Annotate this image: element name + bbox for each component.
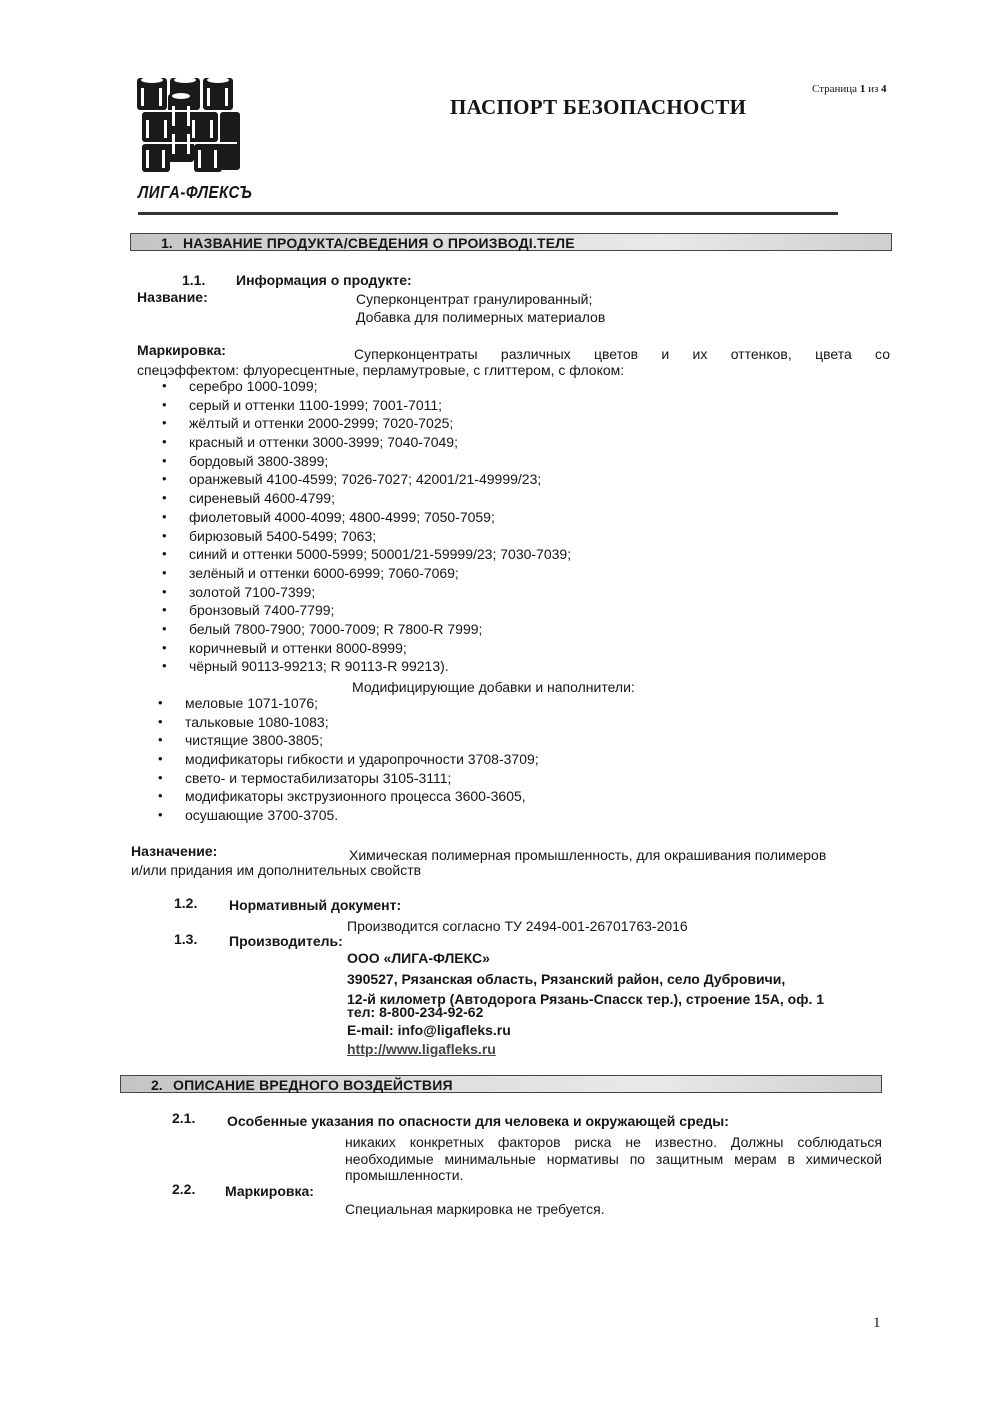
name-line-2: Добавка для полимерных материалов <box>356 309 606 325</box>
list-item: • меловые 1071-1076; <box>158 694 539 713</box>
list-item: • сиреневый 4600-4799; <box>162 489 571 508</box>
normative-document-text: Производится согласно ТУ 2494-001-26701763-2016 <box>347 918 688 934</box>
barrels-logo-icon <box>132 70 247 180</box>
list-item: • свето- и термостабилизаторы 3105-3111; <box>158 769 539 788</box>
list-item: • красный и оттенки 3000-3999; 7040-7049; <box>162 433 571 452</box>
hazard-text-line-2: необходимые минимальные нормативы по защитным мерам в химической <box>345 1151 882 1167</box>
hazard-text-line-1: никаких конкретных факторов риска не известно. Должны соблюдаться <box>345 1134 882 1150</box>
section-title: ОПИСАНИЕ ВРЕДНОГО ВОЗДЕЙСТВИЯ <box>173 1077 453 1093</box>
page-current: 1 <box>859 83 866 95</box>
list-item: • бронзовый 7400-7799; <box>162 601 571 620</box>
subsection-2-2-number: 2.2. <box>172 1181 196 1197</box>
list-item: • белый 7800-7900; 7000-7009; R 7800-R 7999; <box>162 620 571 639</box>
purpose-label: Назначение: <box>131 843 218 859</box>
manufacturer-name: ООО «ЛИГА-ФЛЕКС» <box>347 950 490 966</box>
list-item: • модификаторы гибкости и ударопрочности 3708-3709; <box>158 750 539 769</box>
manufacturer-phone: тел: 8-800-234-92-62 <box>347 1004 484 1020</box>
list-item: • жёлтый и оттенки 2000-2999; 7020-7025; <box>162 414 571 433</box>
subsection-1-2-title: Нормативный документ: <box>229 897 402 913</box>
subsection-1-3-title: Производитель: <box>229 933 343 949</box>
list-item: • серый и оттенки 1100-1999; 7001-7011; <box>162 396 571 415</box>
section-number: 1. <box>161 235 173 251</box>
page-number: 1 <box>873 1315 881 1331</box>
list-item: • синий и оттенки 5000-5999; 50001/21-59999/23; 7030-7039; <box>162 545 571 564</box>
marking-line-2: спецэффектом: флуоресцентные, перламутровые, с глиттером, с флоком: <box>137 362 625 378</box>
page-total: 4 <box>881 83 887 95</box>
page-indicator <box>812 83 887 95</box>
purpose-line-1: Химическая полимерная промышленность, для окрашивания полимеров <box>349 847 827 863</box>
subsection-2-1-number: 2.1. <box>172 1110 196 1126</box>
manufacturer-address-1: 390527, Рязанская область, Рязанский район, село Дубровичи, <box>347 971 786 987</box>
document-title: ПАСПОРТ БЕЗОПАСНОСТИ <box>450 95 747 119</box>
list-item: • оранжевый 4100-4599; 7026-7027; 42001/21-49999/23; <box>162 470 571 489</box>
name-label: Название: <box>137 289 208 305</box>
additives-heading: Модифицирующие добавки и наполнители: <box>352 679 635 695</box>
list-item: • модификаторы экструзионного процесса 3600-3605, <box>158 787 539 806</box>
list-item: • чёрный 90113-99213; R 90113-R 99213). <box>162 657 571 676</box>
additives-list <box>158 694 539 825</box>
manufacturer-email[interactable]: E-mail: info@ligafleks.ru <box>347 1022 511 1038</box>
name-line-1: Суперконцентрат гранулированный; <box>356 291 593 307</box>
list-item: • коричневый и оттенки 8000-8999; <box>162 639 571 658</box>
section-1-header <box>130 233 892 251</box>
list-item: • фиолетовый 4000-4099; 4800-4999; 7050-7059; <box>162 508 571 527</box>
list-item: • чистящие 3800-3805; <box>158 731 539 750</box>
logo-text: ЛИГА-ФЛЕКСЪ <box>138 183 253 203</box>
subsection-2-1-title: Особенные указания по опасности для человека и окружающей среды: <box>227 1113 729 1129</box>
section-number: 2. <box>151 1077 163 1093</box>
list-item: • бирюзовый 5400-5499; 7063; <box>162 527 571 546</box>
marking-note: Специальная маркировка не требуется. <box>345 1201 605 1217</box>
subsection-1-3-number: 1.3. <box>174 931 198 947</box>
subsection-2-2-title: Маркировка: <box>225 1183 314 1199</box>
list-item: • бордовый 3800-3899; <box>162 452 571 471</box>
page-label: Страница <box>812 83 858 95</box>
header-divider <box>138 212 838 215</box>
list-item: • зелёный и оттенки 6000-6999; 7060-7069; <box>162 564 571 583</box>
manufacturer-website-link[interactable]: http://www.ligafleks.ru <box>347 1041 496 1057</box>
subsection-1-1-title: Информация о продукте: <box>236 272 412 288</box>
list-item: • осушающие 3700-3705. <box>158 806 539 825</box>
marking-line-1: Суперконцентраты различных цветов и их оттенков, цвета со <box>354 346 890 362</box>
marking-label: Маркировка: <box>137 342 226 358</box>
list-item: • тальковые 1080-1083; <box>158 713 539 732</box>
purpose-line-2: и/или придания им дополнительных свойств <box>131 862 422 878</box>
section-title: НАЗВАНИЕ ПРОДУКТА/СВЕДЕНИЯ О ПРОИЗВОДІ.ТЕЛЕ <box>183 235 575 251</box>
section-2-header <box>120 1075 882 1093</box>
subsection-1-1-number: 1.1. <box>182 272 206 288</box>
page-separator: из <box>868 83 879 95</box>
manufacturer-address-2: 12-й километр (Автодорога Рязань-Спасск тер.), строение 15А, оф. 1 <box>347 991 825 1007</box>
hazard-text-line-3: промышленности. <box>345 1167 464 1183</box>
list-item: • серебро 1000-1099; <box>162 377 571 396</box>
subsection-1-2-number: 1.2. <box>174 895 198 911</box>
list-item: • золотой 7100-7399; <box>162 583 571 602</box>
color-list <box>162 377 571 676</box>
